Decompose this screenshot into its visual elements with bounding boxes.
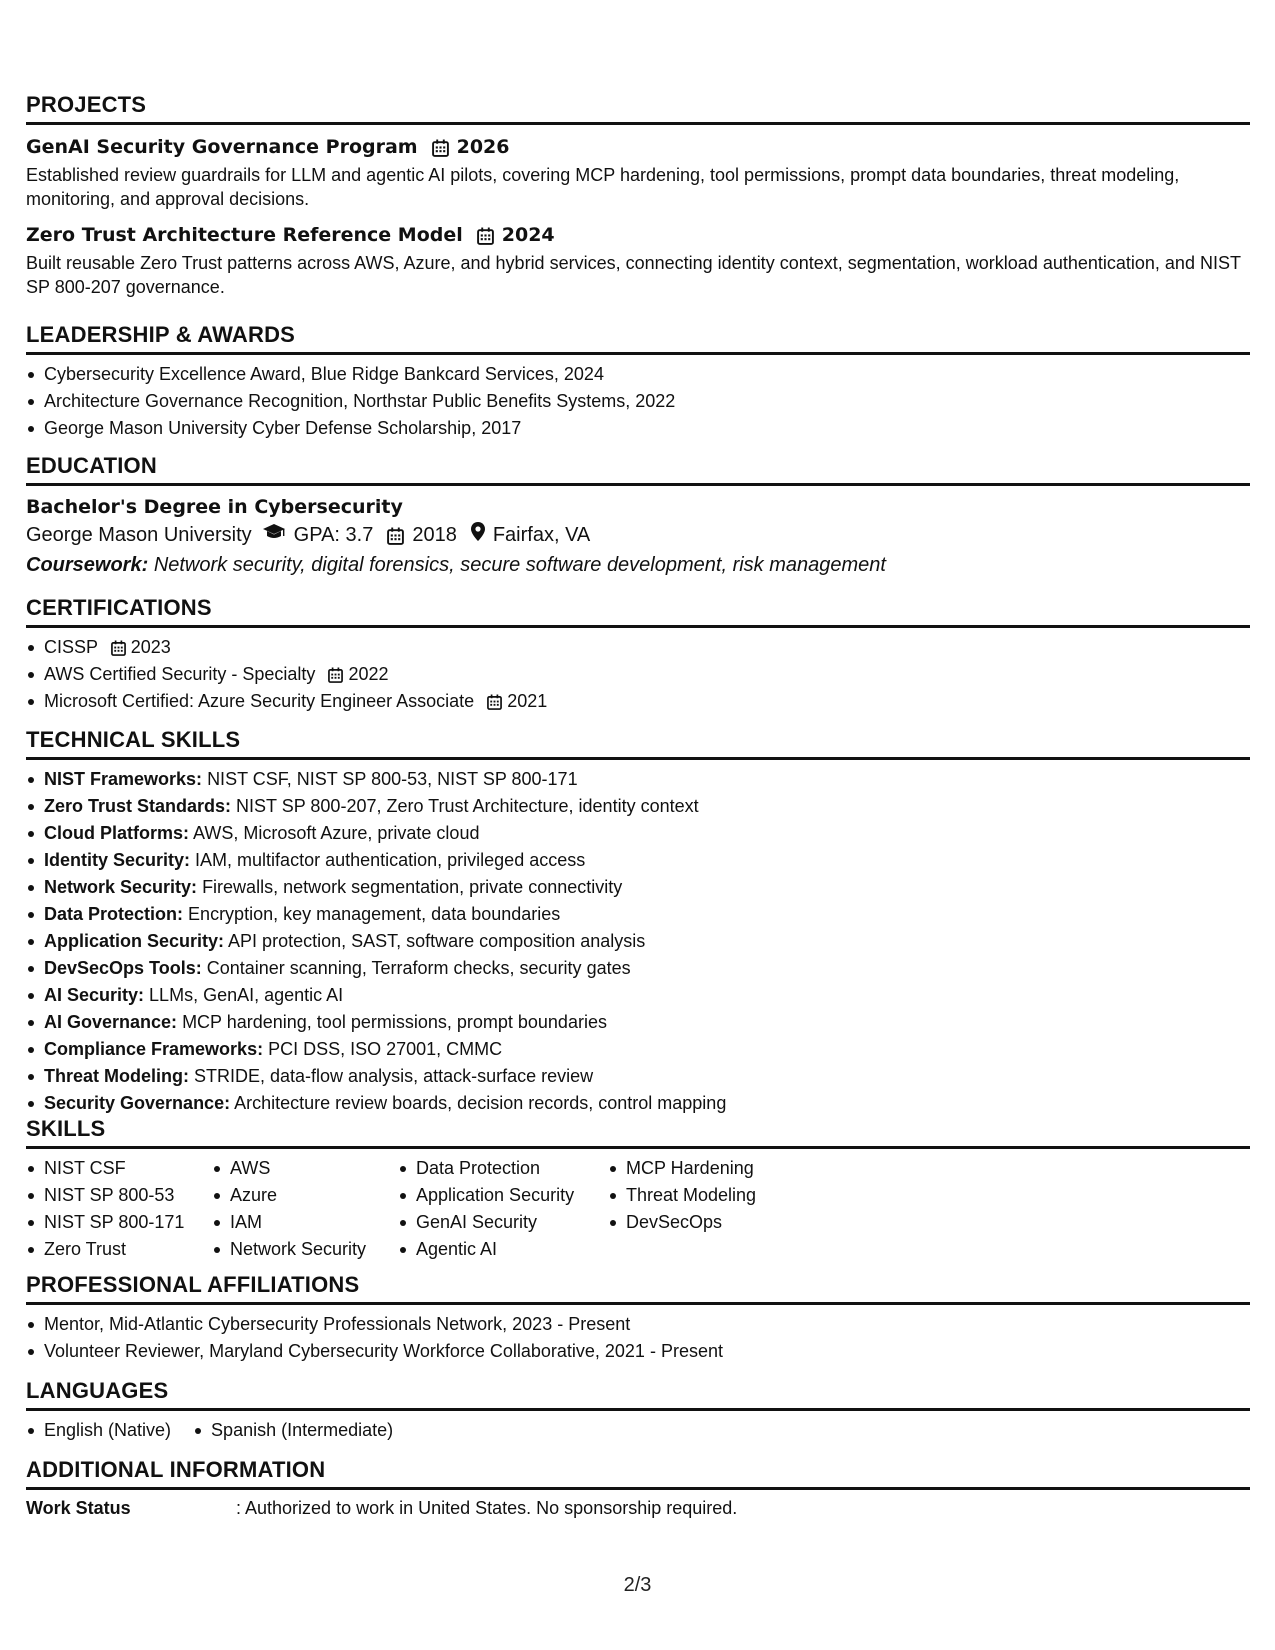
project-name: Zero Trust Architecture Reference Model bbox=[26, 224, 463, 246]
list-item bbox=[26, 793, 1250, 820]
affiliations-list bbox=[26, 1311, 1250, 1365]
project-description: Established review guardrails for LLM and agentic AI pilots, covering MCP hardening, tool permissions, prompt data boundaries, threat modeling, monitoring, and approval decisions. bbox=[26, 165, 1180, 209]
location: Fairfax, VA bbox=[492, 524, 591, 546]
skill-value: NIST CSF, NIST SP 800-53, NIST SP 800-171 bbox=[207, 769, 578, 789]
work-status-label: Work Status bbox=[26, 1498, 131, 1518]
skill-value: AWS, Microsoft Azure, private cloud bbox=[193, 823, 480, 843]
list-item: Volunteer Reviewer, Maryland Cybersecurity Workforce Collaborative, 2021 - Present bbox=[26, 1338, 1250, 1365]
list-item: Data Protection bbox=[398, 1155, 608, 1182]
graduation-cap-icon bbox=[262, 520, 286, 550]
coursework-text: Network security, digital forensics, secure software development, risk management bbox=[153, 554, 886, 576]
gpa: GPA: 3.7 bbox=[293, 524, 374, 546]
list-item: NIST CSF bbox=[26, 1155, 212, 1182]
list-item bbox=[26, 766, 1250, 793]
list-item bbox=[26, 955, 1250, 982]
section-title-education: EDUCATION bbox=[26, 453, 1250, 486]
education-details bbox=[26, 520, 1250, 550]
list-item: Cybersecurity Excellence Award, Blue Ridge Bankcard Services, 2024 bbox=[26, 361, 1250, 388]
technical-skills-list bbox=[26, 766, 1250, 1117]
section-title-certifications: CERTIFICATIONS bbox=[26, 595, 1250, 628]
list-item bbox=[26, 982, 1250, 1009]
list-item: Zero Trust bbox=[26, 1236, 212, 1263]
affiliations-section bbox=[26, 1272, 1250, 1365]
project-heading bbox=[26, 135, 1250, 159]
certifications-list bbox=[26, 634, 1250, 715]
list-item: English (Native) bbox=[26, 1417, 171, 1444]
skills-grid bbox=[26, 1155, 1250, 1263]
skill-label: AI Governance: bbox=[44, 1012, 178, 1032]
cert-year: 2021 bbox=[507, 691, 548, 711]
calendar-icon bbox=[487, 691, 502, 711]
section-title-technical-skills: TECHNICAL SKILLS bbox=[26, 727, 1250, 760]
project-description: Built reusable Zero Trust patterns across AWS, Azure, and hybrid services, connecting identity context, segmentation, workload authentication, and NIST SP 800-207 governance. bbox=[26, 253, 1241, 297]
list-item: IAM bbox=[212, 1209, 398, 1236]
list-item bbox=[26, 688, 1250, 715]
skill-value: Architecture review boards, decision records, control mapping bbox=[234, 1093, 727, 1113]
school-name: George Mason University bbox=[26, 524, 252, 546]
cert-year: 2022 bbox=[348, 664, 389, 684]
list-item: Architecture Governance Recognition, Northstar Public Benefits Systems, 2022 bbox=[26, 388, 1250, 415]
list-item: Azure bbox=[212, 1182, 398, 1209]
projects-section bbox=[26, 92, 1250, 299]
list-item: AWS bbox=[212, 1155, 398, 1182]
calendar-icon bbox=[328, 664, 343, 684]
coursework-label: Coursework: bbox=[26, 554, 149, 576]
calendar-icon bbox=[387, 520, 404, 550]
skill-label: Application Security: bbox=[44, 931, 225, 951]
section-title-languages: LANGUAGES bbox=[26, 1378, 1250, 1411]
list-item bbox=[26, 874, 1250, 901]
list-item bbox=[26, 928, 1250, 955]
skill-label: Data Protection: bbox=[44, 904, 184, 924]
education-section bbox=[26, 453, 1250, 580]
project-year: 2024 bbox=[501, 224, 555, 246]
skills-column bbox=[26, 1155, 212, 1263]
skill-value: Firewalls, network segmentation, private connectivity bbox=[202, 877, 623, 897]
list-item: Mentor, Mid-Atlantic Cybersecurity Professionals Network, 2023 - Present bbox=[26, 1311, 1250, 1338]
map-pin-icon bbox=[471, 520, 485, 550]
skill-label: NIST Frameworks: bbox=[44, 769, 203, 789]
list-item bbox=[26, 847, 1250, 874]
certifications-section bbox=[26, 595, 1250, 715]
skill-value: MCP hardening, tool permissions, prompt boundaries bbox=[182, 1012, 607, 1032]
leadership-section bbox=[26, 322, 1250, 442]
list-item: Agentic AI bbox=[398, 1236, 608, 1263]
skill-label: Threat Modeling: bbox=[44, 1066, 189, 1086]
list-item: Application Security bbox=[398, 1182, 608, 1209]
list-item: Threat Modeling bbox=[608, 1182, 808, 1209]
cert-name: Microsoft Certified: Azure Security Engineer Associate bbox=[44, 691, 475, 711]
skills-column bbox=[608, 1155, 808, 1263]
skill-value: Container scanning, Terraform checks, security gates bbox=[206, 958, 631, 978]
skills-column bbox=[212, 1155, 398, 1263]
list-item: George Mason University Cyber Defense Scholarship, 2017 bbox=[26, 415, 1250, 442]
list-item bbox=[26, 661, 1250, 688]
list-item bbox=[26, 1090, 1250, 1117]
skill-value: API protection, SAST, software composition analysis bbox=[228, 931, 646, 951]
coursework bbox=[26, 550, 1250, 580]
list-item bbox=[26, 820, 1250, 847]
list-item: NIST SP 800-171 bbox=[26, 1209, 212, 1236]
cert-year: 2023 bbox=[130, 637, 171, 657]
calendar-icon bbox=[111, 637, 126, 657]
page-number: 2/3 bbox=[623, 1574, 652, 1596]
list-item: DevSecOps bbox=[608, 1209, 808, 1236]
degree-title: Bachelor's Degree in Cybersecurity bbox=[26, 496, 403, 518]
skill-label: AI Security: bbox=[44, 985, 145, 1005]
cert-name: CISSP bbox=[44, 637, 98, 657]
skill-label: DevSecOps Tools: bbox=[44, 958, 202, 978]
calendar-icon bbox=[432, 135, 449, 159]
list-item: Spanish (Intermediate) bbox=[193, 1417, 393, 1444]
skills-section bbox=[26, 1116, 1250, 1263]
languages-section bbox=[26, 1378, 1250, 1444]
cert-name: AWS Certified Security - Specialty bbox=[44, 664, 316, 684]
section-title-projects: PROJECTS bbox=[26, 92, 1250, 125]
skill-value: NIST SP 800-207, Zero Trust Architecture, identity context bbox=[236, 796, 699, 816]
list-item: Network Security bbox=[212, 1236, 398, 1263]
work-status-row bbox=[26, 1496, 1250, 1520]
calendar-icon bbox=[477, 223, 494, 247]
skill-label: Zero Trust Standards: bbox=[44, 796, 232, 816]
skill-label: Security Governance: bbox=[44, 1093, 231, 1113]
section-title-skills: SKILLS bbox=[26, 1116, 1250, 1149]
skill-value: PCI DSS, ISO 27001, CMMC bbox=[268, 1039, 503, 1059]
list-item bbox=[26, 1063, 1250, 1090]
list-item bbox=[26, 634, 1250, 661]
skill-label: Compliance Frameworks: bbox=[44, 1039, 264, 1059]
skills-column bbox=[398, 1155, 608, 1263]
list-item bbox=[26, 1036, 1250, 1063]
list-item bbox=[26, 901, 1250, 928]
project-item bbox=[26, 223, 1250, 299]
languages-list bbox=[26, 1417, 1250, 1444]
skill-value: IAM, multifactor authentication, privileged access bbox=[195, 850, 586, 870]
skill-label: Identity Security: bbox=[44, 850, 191, 870]
project-year: 2026 bbox=[456, 136, 510, 158]
technical-skills-section bbox=[26, 727, 1250, 1117]
awards-list bbox=[26, 361, 1250, 442]
list-item: MCP Hardening bbox=[608, 1155, 808, 1182]
project-item bbox=[26, 135, 1250, 211]
list-item: NIST SP 800-53 bbox=[26, 1182, 212, 1209]
project-heading bbox=[26, 223, 1250, 247]
project-name: GenAI Security Governance Program bbox=[26, 136, 418, 158]
skill-value: STRIDE, data-flow analysis, attack-surface review bbox=[194, 1066, 594, 1086]
skill-value: LLMs, GenAI, agentic AI bbox=[149, 985, 344, 1005]
graduation-year: 2018 bbox=[412, 524, 457, 546]
section-title-leadership: LEADERSHIP & AWARDS bbox=[26, 322, 1250, 355]
skill-label: Network Security: bbox=[44, 877, 198, 897]
section-title-affiliations: PROFESSIONAL AFFILIATIONS bbox=[26, 1272, 1250, 1305]
additional-info-section bbox=[26, 1457, 1250, 1520]
list-item: GenAI Security bbox=[398, 1209, 608, 1236]
section-title-additional: ADDITIONAL INFORMATION bbox=[26, 1457, 1250, 1490]
list-item bbox=[26, 1009, 1250, 1036]
work-status-value: : Authorized to work in United States. No sponsorship required. bbox=[236, 1498, 738, 1518]
skill-label: Cloud Platforms: bbox=[44, 823, 190, 843]
skill-value: Encryption, key management, data boundaries bbox=[188, 904, 561, 924]
